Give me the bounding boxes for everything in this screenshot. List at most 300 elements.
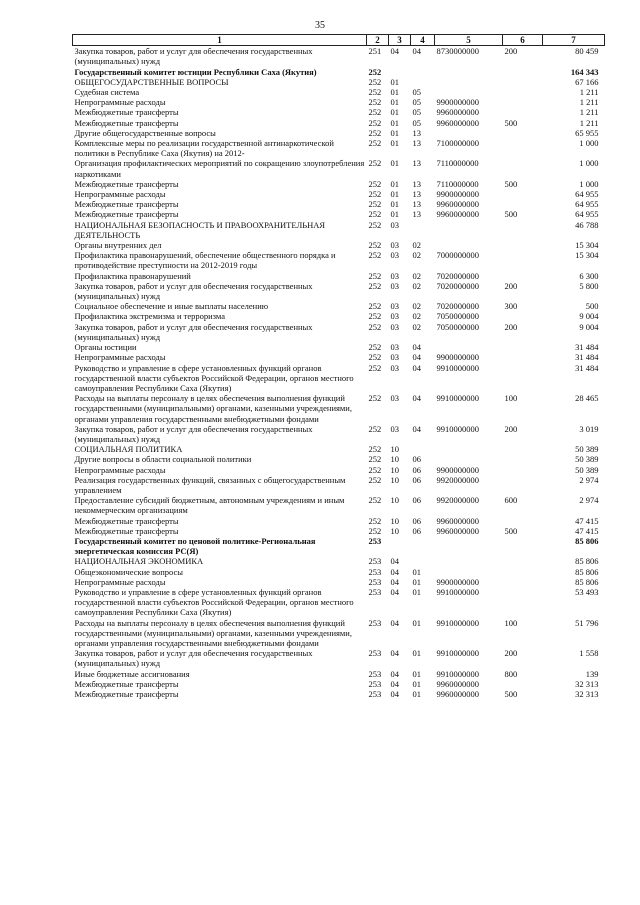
row-name-cell: Межбюджетные трансферты: [74, 107, 179, 118]
admin-code-cell: 252: [368, 525, 382, 536]
expense-type-cell: [503, 679, 543, 689]
expense-type-cell: [503, 67, 543, 77]
subsection-code-cell: 01: [412, 566, 421, 577]
target-article-cell: 9960000000: [436, 209, 479, 220]
subsection-code-cell: 05: [412, 87, 421, 98]
amount-cell: 53 493: [575, 586, 599, 597]
subsection-code-cell: 01: [412, 586, 421, 597]
expense-type-cell: [503, 97, 543, 107]
row-name-cell: НАЦИОНАЛЬНАЯ БЕЗОПАСНОСТЬ И ПРАВООХРАНИТЕЛЬНАЯ ДЕЯТЕЛЬНОСТЬ: [74, 219, 326, 240]
table-row: [73, 618, 605, 649]
row-name-cell: Закупка товаров, работ и услуг для обеспечения государственных (муниципальных) нужд: [74, 423, 313, 444]
amount-cell: 64 955: [575, 199, 599, 210]
target-article-cell: 9910000000: [436, 586, 479, 597]
row-name-cell: Межбюджетные трансферты: [74, 199, 179, 210]
column-header: 6: [503, 35, 543, 46]
admin-code-cell: 252: [368, 362, 382, 373]
admin-code-cell: 252: [368, 311, 382, 322]
expense-type-cell: [503, 271, 543, 281]
admin-code-cell: 252: [368, 352, 382, 363]
amount-cell: 47 415: [575, 525, 599, 536]
admin-code-cell: 252: [368, 444, 382, 455]
subsection-code-cell: 06: [412, 525, 421, 536]
admin-code-cell: 252: [368, 454, 382, 465]
row-name-cell: Органы внутренних дел: [74, 240, 162, 251]
amount-cell: 1 000: [579, 158, 599, 169]
subsection-code-cell: 02: [412, 311, 421, 322]
amount-cell: 5 800: [579, 280, 599, 291]
subsection-code-cell: 01: [412, 668, 421, 679]
table-row: [73, 77, 605, 87]
amount-cell: 85 806: [575, 556, 599, 567]
row-name-cell: Межбюджетные трансферты: [74, 178, 179, 189]
admin-code-cell: 253: [368, 566, 382, 577]
admin-code-cell: 253: [368, 668, 382, 679]
row-name-cell: Общеэкономические вопросы: [74, 566, 183, 577]
amount-cell: 65 955: [575, 127, 599, 138]
section-code-cell: 04: [390, 586, 399, 597]
row-name-cell: Профилактика правонарушений, обеспечение общественного порядка и противодействие преступности на 2012-2019 годы: [74, 250, 336, 271]
row-name-cell: Социальное обеспечение и иные выплаты населению: [74, 301, 269, 312]
admin-code-cell: 252: [368, 342, 382, 353]
subsection-code-cell: 04: [412, 362, 421, 373]
admin-code-cell: 252: [368, 209, 382, 220]
target-article-cell: [435, 454, 503, 464]
table-row: [73, 107, 605, 117]
target-article-cell: 9910000000: [436, 648, 479, 659]
expense-type-cell: 200: [504, 280, 518, 291]
row-name-cell: Другие общегосударственные вопросы: [74, 127, 216, 138]
subsection-code-cell: 13: [412, 178, 421, 189]
target-article-cell: 9960000000: [436, 199, 479, 210]
subsection-code-cell: 02: [412, 280, 421, 291]
expense-type-cell: [503, 87, 543, 97]
expense-type-cell: [503, 128, 543, 138]
row-name-cell: Реализация государственных функций, связанных с общегосударственным управлением: [74, 474, 346, 495]
admin-code-cell: 252: [368, 474, 382, 485]
target-article-cell: 7110000000: [436, 178, 479, 189]
subsection-code-cell: 05: [412, 97, 421, 108]
subsection-code-cell: [411, 556, 435, 566]
section-code-cell: 01: [390, 199, 399, 210]
section-code-cell: 04: [390, 617, 399, 628]
table-row: [73, 342, 605, 352]
admin-code-cell: 252: [368, 270, 382, 281]
expense-type-cell: [503, 567, 543, 577]
target-article-cell: 7020000000: [436, 301, 479, 312]
admin-code-cell: 252: [368, 127, 382, 138]
section-code-cell: 04: [390, 648, 399, 659]
amount-cell: 9 004: [579, 321, 599, 332]
expense-type-cell: [503, 587, 543, 618]
table-row: [73, 669, 605, 679]
section-code-cell: 01: [390, 209, 399, 220]
target-article-cell: [435, 240, 503, 250]
table-row: [73, 516, 605, 526]
subsection-code-cell: 05: [412, 107, 421, 118]
subsection-code-cell: 13: [412, 138, 421, 149]
admin-code-cell: 252: [368, 76, 382, 87]
amount-cell: 28 465: [575, 393, 599, 404]
section-code-cell: 01: [390, 76, 399, 87]
admin-code-cell: 252: [368, 301, 382, 312]
subsection-code-cell: 13: [412, 189, 421, 200]
row-name-cell: Непрограммные расходы: [74, 464, 166, 475]
section-code-cell: 01: [390, 97, 399, 108]
row-name-cell: Межбюджетные трансферты: [74, 678, 179, 689]
amount-cell: 1 211: [579, 97, 599, 108]
amount-cell: 85 806: [575, 535, 599, 546]
admin-code-cell: 253: [368, 556, 382, 567]
admin-code-cell: 253: [368, 586, 382, 597]
row-name-cell: Расходы на выплаты персоналу в целях обеспечения выполнения функций государственными (муниципальными) органами, казенными учреждениями, органами управления государственными внебюджетными фондами: [74, 393, 352, 424]
admin-code-cell: 252: [368, 199, 382, 210]
amount-cell: 1 000: [579, 138, 599, 149]
section-code-cell: 01: [390, 107, 399, 118]
section-code-cell: 03: [390, 240, 399, 251]
table-row: [73, 495, 605, 515]
row-name-cell: ОБЩЕГОСУДАРСТВЕННЫЕ ВОПРОСЫ: [74, 76, 229, 87]
row-name-cell: Судебная система: [74, 87, 140, 98]
amount-cell: 31 484: [575, 352, 599, 363]
expense-type-cell: [503, 516, 543, 526]
section-code-cell: [389, 536, 411, 556]
amount-cell: 47 415: [575, 515, 599, 526]
table-row: [73, 465, 605, 475]
row-name-cell: Государственный комитет юстиции Республики Саха (Якутия): [74, 66, 317, 77]
target-article-cell: 7000000000: [436, 250, 479, 261]
row-name-cell: Профилактика правонарушений: [74, 270, 191, 281]
expense-type-cell: [503, 250, 543, 270]
table-row: [73, 679, 605, 689]
expense-type-cell: 500: [504, 209, 518, 220]
target-article-cell: [435, 444, 503, 454]
admin-code-cell: 253: [368, 689, 382, 699]
section-code-cell: 04: [390, 566, 399, 577]
budget-table: [72, 34, 605, 699]
target-article-cell: 9900000000: [436, 576, 479, 587]
amount-cell: 2 974: [579, 474, 599, 485]
section-code-cell: 03: [390, 362, 399, 373]
expense-type-cell: [503, 220, 543, 240]
amount-cell: 85 806: [575, 576, 599, 587]
table-row: [73, 46, 605, 67]
section-code-cell: 10: [390, 525, 399, 536]
amount-cell: 500: [585, 301, 599, 312]
subsection-code-cell: 04: [412, 393, 421, 404]
subsection-code-cell: [411, 536, 435, 556]
target-article-cell: 7020000000: [436, 270, 479, 281]
admin-code-cell: 253: [368, 617, 382, 628]
row-name-cell: Закупка товаров, работ и услуг для обеспечения государственных (муниципальных) нужд: [74, 46, 313, 67]
target-article-cell: [435, 77, 503, 87]
subsection-code-cell: 06: [412, 464, 421, 475]
table-row: [73, 240, 605, 250]
subsection-code-cell: 05: [412, 117, 421, 128]
subsection-code-cell: 06: [412, 515, 421, 526]
admin-code-cell: 252: [368, 219, 382, 230]
target-article-cell: 9910000000: [436, 362, 479, 373]
expense-type-cell: [503, 444, 543, 454]
amount-cell: 50 389: [575, 444, 599, 455]
section-code-cell: 01: [390, 117, 399, 128]
row-name-cell: Иные бюджетные ассигнования: [74, 668, 190, 679]
admin-code-cell: 252: [368, 87, 382, 98]
table-row: [73, 220, 605, 240]
section-code-cell: 04: [390, 556, 399, 567]
row-name-cell: Закупка товаров, работ и услуг для обеспечения государственных (муниципальных) нужд: [74, 648, 313, 669]
amount-cell: 67 166: [575, 76, 599, 87]
target-article-cell: [435, 556, 503, 566]
section-code-cell: 03: [390, 219, 399, 230]
subsection-code-cell: 01: [412, 678, 421, 689]
section-code-cell: 03: [390, 270, 399, 281]
row-name-cell: Профилактика экстремизма и терроризма: [74, 311, 225, 322]
admin-code-cell: 252: [368, 464, 382, 475]
subsection-code-cell: 01: [412, 576, 421, 587]
column-header: 7: [543, 35, 605, 46]
subsection-code-cell: 02: [412, 301, 421, 312]
expense-type-cell: 100: [504, 617, 518, 628]
subsection-code-cell: 13: [412, 158, 421, 169]
expense-type-cell: 500: [504, 117, 518, 128]
section-code-cell: 01: [390, 127, 399, 138]
table-row: [73, 475, 605, 495]
target-article-cell: 9960000000: [436, 689, 479, 699]
amount-cell: 9 004: [579, 311, 599, 322]
row-name-cell: Непрограммные расходы: [74, 189, 166, 200]
expense-type-cell: [503, 363, 543, 394]
amount-cell: 32 313: [575, 689, 599, 699]
expense-type-cell: 100: [504, 393, 518, 404]
row-name-cell: Межбюджетные трансферты: [74, 117, 179, 128]
amount-cell: 46 788: [575, 219, 599, 230]
admin-code-cell: 252: [368, 280, 382, 291]
expense-type-cell: [503, 107, 543, 117]
admin-code-cell: 253: [368, 535, 382, 546]
table-row: [73, 587, 605, 618]
subsection-code-cell: 06: [412, 454, 421, 465]
table-row: [73, 67, 605, 77]
table-row: [73, 158, 605, 178]
target-article-cell: [435, 67, 503, 77]
row-name-cell: Другие вопросы в области социальной политики: [74, 454, 252, 465]
expense-type-cell: [503, 158, 543, 178]
row-name-cell: Руководство и управление в сфере установленных функций органов государственной власти субъектов Российской Федерации, органов местного самоуправления Республики Саха (Якутия): [74, 362, 354, 393]
table-row: [73, 567, 605, 577]
subsection-code-cell: 13: [412, 199, 421, 210]
subsection-code-cell: 01: [412, 617, 421, 628]
subsection-code-cell: 01: [412, 648, 421, 659]
section-code-cell: 03: [390, 250, 399, 261]
table-row: [73, 363, 605, 394]
expense-type-cell: [503, 342, 543, 352]
section-code-cell: 03: [390, 423, 399, 434]
row-name-cell: НАЦИОНАЛЬНАЯ ЭКОНОМИКА: [74, 556, 204, 567]
target-article-cell: [435, 87, 503, 97]
section-code-cell: 01: [390, 138, 399, 149]
expense-type-cell: 200: [504, 321, 518, 332]
expense-type-cell: 600: [504, 495, 518, 506]
subsection-code-cell: [411, 77, 435, 87]
admin-code-cell: 252: [368, 97, 382, 108]
table-row: [73, 87, 605, 97]
admin-code-cell: 252: [368, 189, 382, 200]
target-article-cell: 9900000000: [436, 97, 479, 108]
subsection-code-cell: 04: [412, 423, 421, 434]
amount-cell: 1 211: [579, 87, 599, 98]
section-code-cell: 03: [390, 393, 399, 404]
subsection-code-cell: [411, 444, 435, 454]
admin-code-cell: 253: [368, 576, 382, 587]
subsection-code-cell: 13: [412, 127, 421, 138]
admin-code-cell: 252: [368, 178, 382, 189]
row-name-cell: Межбюджетные трансферты: [74, 515, 179, 526]
target-article-cell: 7050000000: [436, 321, 479, 332]
section-code-cell: [389, 67, 411, 77]
row-name-cell: Организация профилактических мероприятий по сокращению злоупотребления наркотиками: [74, 158, 365, 179]
subsection-code-cell: 01: [412, 689, 421, 699]
row-name-cell: Закупка товаров, работ и услуг для обеспечения государственных (муниципальных) нужд: [74, 321, 313, 342]
target-article-cell: 9960000000: [436, 678, 479, 689]
target-article-cell: 7050000000: [436, 311, 479, 322]
expense-type-cell: [503, 138, 543, 158]
section-code-cell: 03: [390, 352, 399, 363]
row-name-cell: Комплексные меры по реализации государственной антинаркотической политики в Республике Саха (Якутия) на 2012-: [74, 138, 334, 159]
table-row: [73, 322, 605, 342]
table-row: [73, 138, 605, 158]
column-header: 2: [367, 35, 389, 46]
amount-cell: 31 484: [575, 362, 599, 373]
expense-type-cell: [503, 475, 543, 495]
row-name-cell: Непрограммные расходы: [74, 352, 166, 363]
target-article-cell: 7110000000: [436, 158, 479, 169]
section-code-cell: 03: [390, 321, 399, 332]
expense-type-cell: 200: [504, 46, 518, 57]
subsection-code-cell: 06: [412, 495, 421, 506]
table-row: [73, 648, 605, 668]
table-row: [73, 179, 605, 189]
admin-code-cell: 252: [368, 66, 382, 77]
admin-code-cell: 253: [368, 678, 382, 689]
section-code-cell: 04: [390, 668, 399, 679]
row-name-cell: Органы юстиции: [74, 342, 137, 353]
admin-code-cell: 252: [368, 117, 382, 128]
page-number: 35: [315, 20, 325, 31]
row-name-cell: Межбюджетные трансферты: [74, 209, 179, 220]
target-article-cell: 9900000000: [436, 352, 479, 363]
section-code-cell: 10: [390, 495, 399, 506]
row-name-cell: Непрограммные расходы: [74, 97, 166, 108]
target-article-cell: 9960000000: [436, 525, 479, 536]
expense-type-cell: 500: [504, 689, 518, 699]
admin-code-cell: 252: [368, 107, 382, 118]
target-article-cell: 9920000000: [436, 495, 479, 506]
amount-cell: 15 304: [575, 240, 599, 251]
table-row: [73, 352, 605, 362]
table-header-row: [73, 35, 605, 46]
section-code-cell: 01: [390, 87, 399, 98]
subsection-code-cell: 04: [412, 352, 421, 363]
row-name-cell: Непрограммные расходы: [74, 576, 166, 587]
target-article-cell: 7100000000: [436, 138, 479, 149]
amount-cell: 15 304: [575, 250, 599, 261]
expense-type-cell: [503, 311, 543, 321]
table-row: [73, 577, 605, 587]
table-row: [73, 424, 605, 444]
subsection-code-cell: 04: [412, 342, 421, 353]
expense-type-cell: 200: [504, 423, 518, 434]
subsection-code-cell: 02: [412, 270, 421, 281]
expense-type-cell: [503, 199, 543, 209]
section-code-cell: 04: [390, 689, 399, 699]
expense-type-cell: 200: [504, 648, 518, 659]
table-row: [73, 118, 605, 128]
target-article-cell: 9900000000: [436, 189, 479, 200]
amount-cell: 6 300: [579, 270, 599, 281]
subsection-code-cell: 02: [412, 250, 421, 261]
table-row: [73, 311, 605, 321]
target-article-cell: 9960000000: [436, 515, 479, 526]
expense-type-cell: [503, 77, 543, 87]
table-row: [73, 199, 605, 209]
table-row: [73, 454, 605, 464]
table-row: [73, 250, 605, 270]
amount-cell: 50 389: [575, 454, 599, 465]
target-article-cell: 9960000000: [436, 117, 479, 128]
amount-cell: 51 796: [575, 617, 599, 628]
section-code-cell: 10: [390, 515, 399, 526]
admin-code-cell: 251: [368, 46, 382, 57]
section-code-cell: 03: [390, 311, 399, 322]
amount-cell: 32 313: [575, 678, 599, 689]
amount-cell: 164 343: [570, 66, 599, 77]
admin-code-cell: 252: [368, 240, 382, 251]
row-name-cell: Закупка товаров, работ и услуг для обеспечения государственных (муниципальных) нужд: [74, 280, 313, 302]
row-name-cell: Межбюджетные трансферты: [74, 525, 179, 536]
table-row: [73, 556, 605, 566]
expense-type-cell: [503, 240, 543, 250]
subsection-code-cell: [411, 67, 435, 77]
target-article-cell: [435, 536, 503, 556]
target-article-cell: 9910000000: [436, 668, 479, 679]
admin-code-cell: 252: [368, 393, 382, 404]
section-code-cell: 03: [390, 301, 399, 312]
subsection-code-cell: 06: [412, 474, 421, 485]
row-name-cell: СОЦИАЛЬНАЯ ПОЛИТИКА: [74, 444, 183, 455]
admin-code-cell: 252: [368, 250, 382, 261]
subsection-code-cell: [411, 220, 435, 240]
table-row: [73, 301, 605, 311]
target-article-cell: 9920000000: [436, 474, 479, 485]
amount-cell: 31 484: [575, 342, 599, 353]
target-article-cell: 9910000000: [436, 617, 479, 628]
section-code-cell: 01: [390, 189, 399, 200]
section-code-cell: 04: [390, 46, 399, 57]
target-article-cell: 9910000000: [436, 393, 479, 404]
table-row: [73, 536, 605, 556]
admin-code-cell: 253: [368, 648, 382, 659]
row-name-cell: Расходы на выплаты персоналу в целях обеспечения выполнения функций государственными (муниципальными) органами, казенными учреждениями, органами управления государственными внебюджетными фондами: [74, 617, 352, 648]
amount-cell: 1 000: [579, 178, 599, 189]
admin-code-cell: 252: [368, 321, 382, 332]
amount-cell: 2 974: [579, 495, 599, 506]
amount-cell: 50 389: [575, 464, 599, 475]
amount-cell: 64 955: [575, 189, 599, 200]
admin-code-cell: 252: [368, 515, 382, 526]
expense-type-cell: [503, 189, 543, 199]
expense-type-cell: [503, 536, 543, 556]
